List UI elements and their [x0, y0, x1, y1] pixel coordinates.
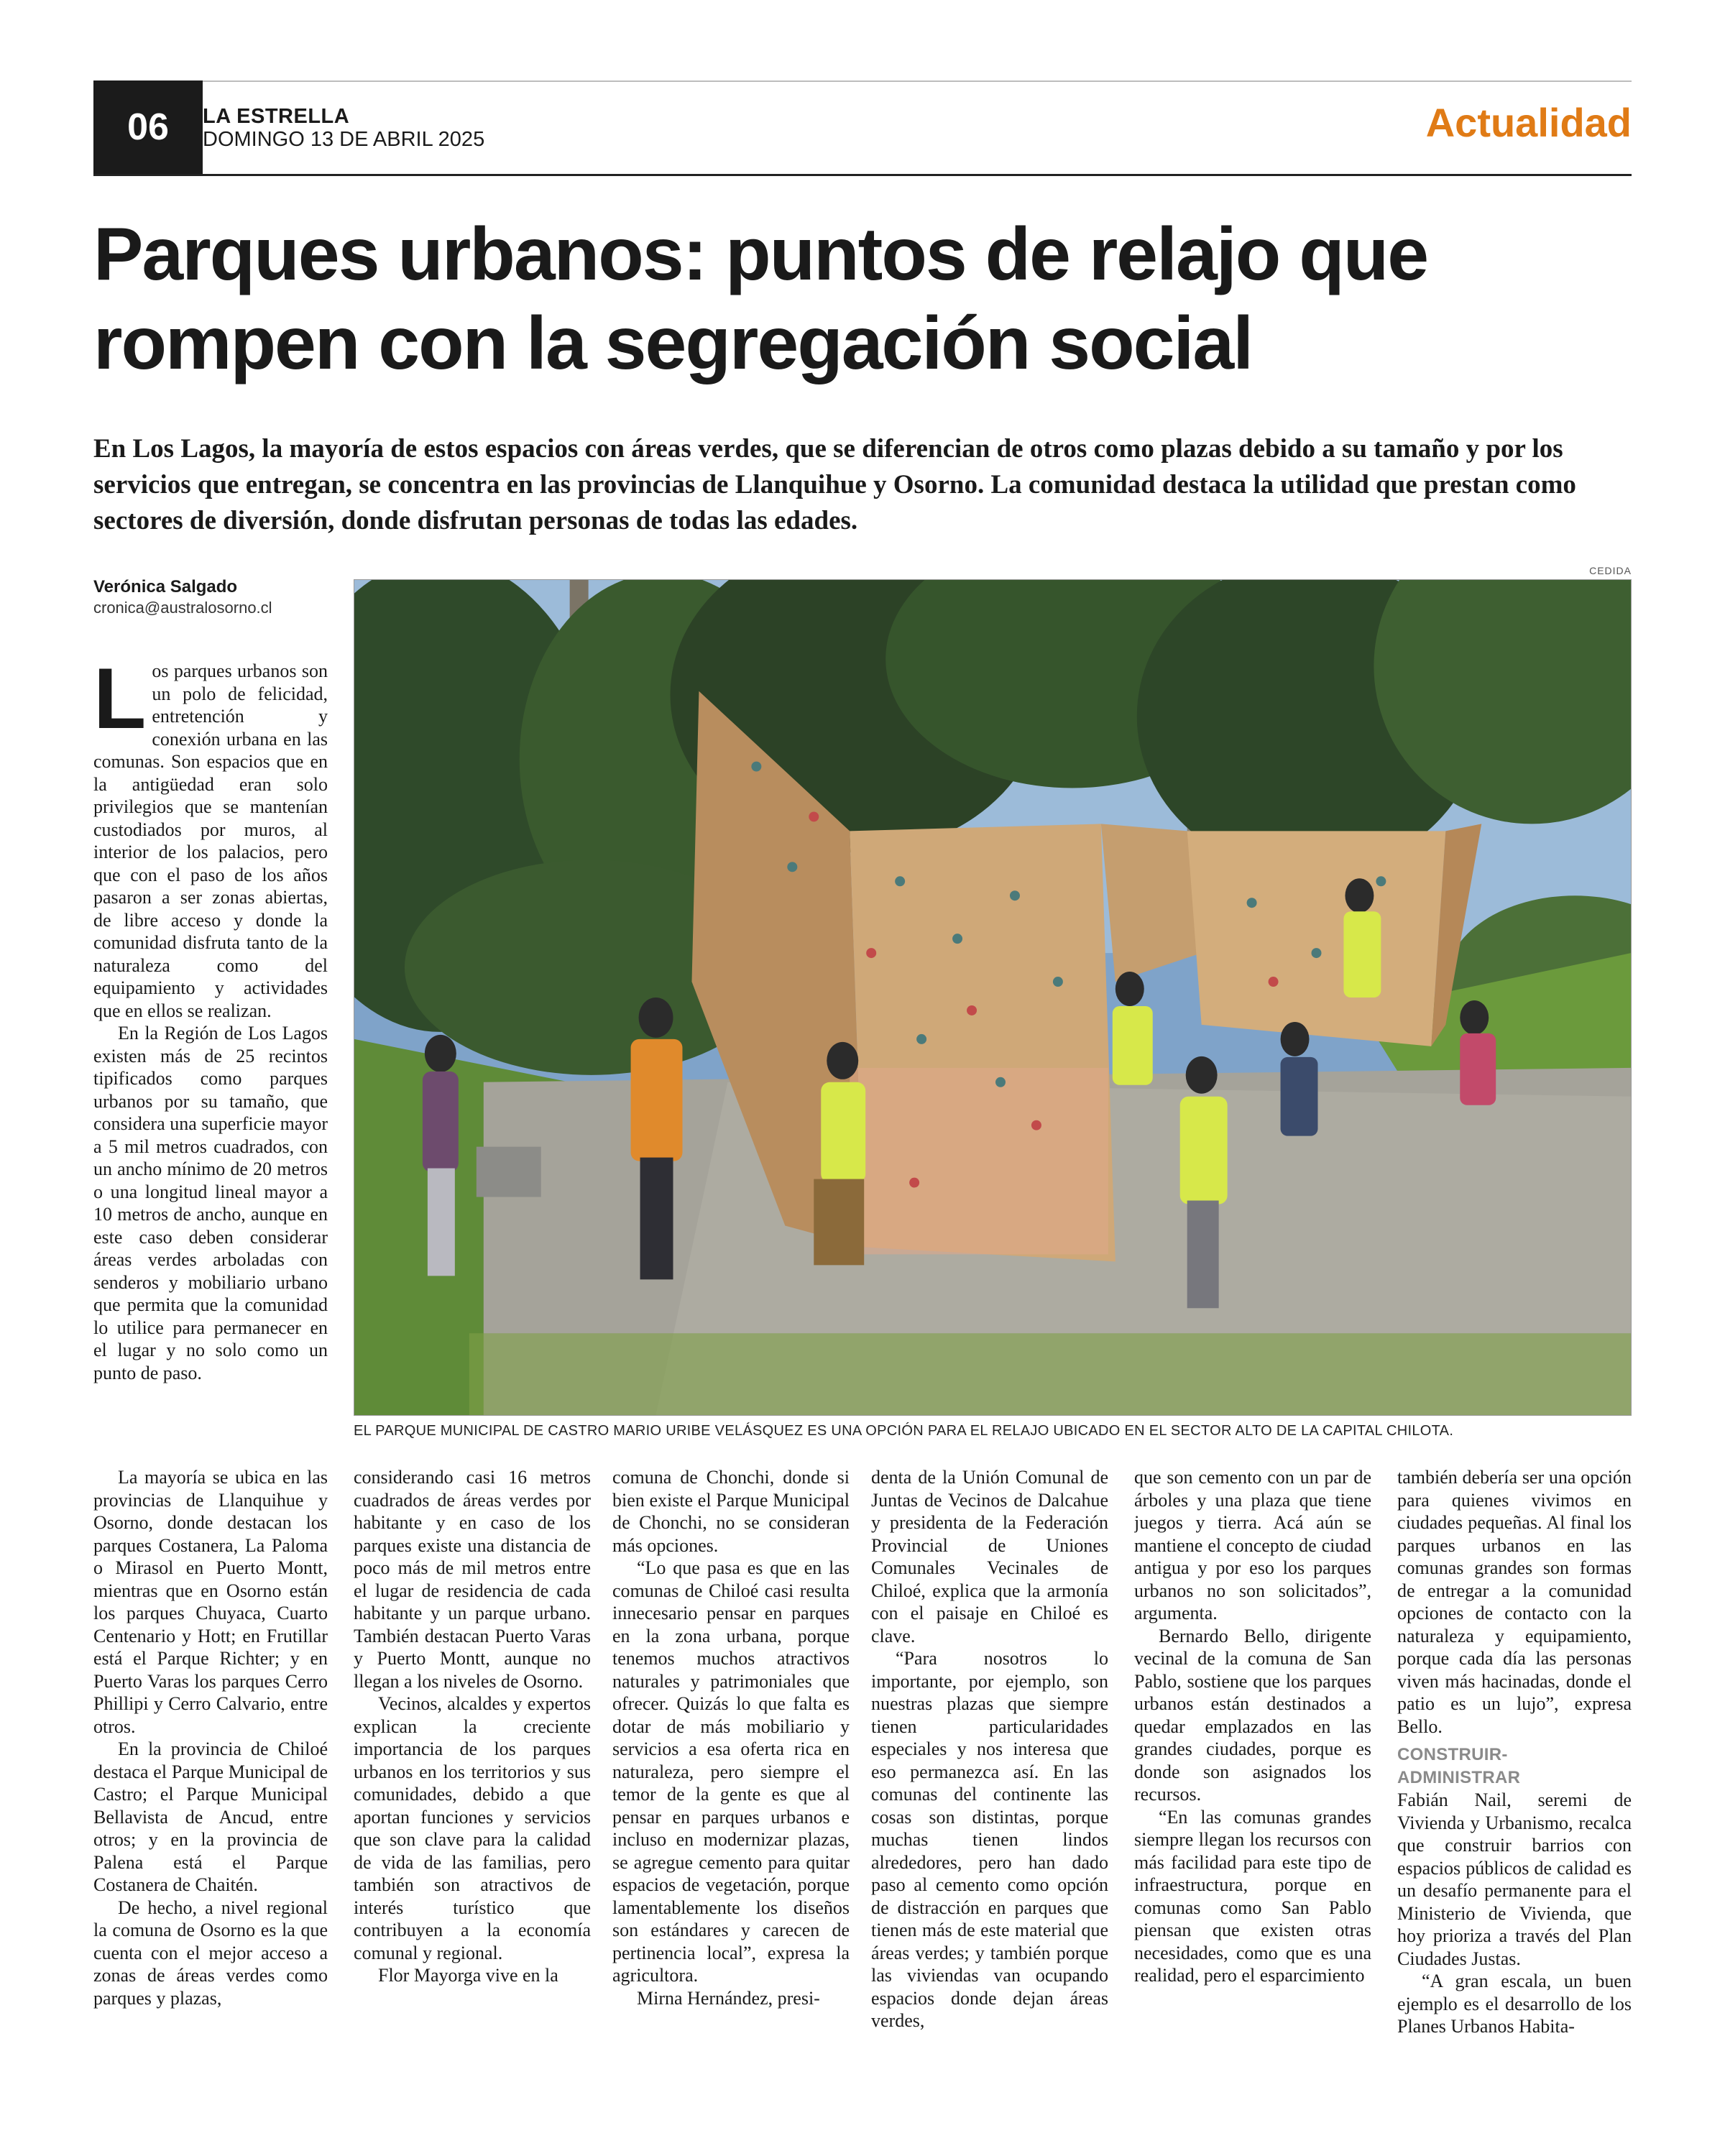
article-photo [354, 579, 1632, 1416]
paragraph: “A gran escala, un buen ejemplo es el desarrollo de los Planes Urbanos Habita- [1397, 1971, 1632, 2037]
paragraph: Bernardo Bello, dirigente vecinal de la comuna de San Pablo, sostiene que los parques urbanos están destinados a quedar emplazados en las grandes ciudades, porque es donde son asignados los recursos. [1134, 1625, 1371, 1805]
author-name: Verónica Salgado [93, 577, 238, 596]
body-column-1-top [93, 660, 328, 1466]
paragraph: Los parques urbanos son un polo de felicidad, entretención y conexión urbana en las comunas. Son espacios que en la antigüedad eran solo privilegios que se mantenían custodiados por muros, al interior de los palacios, pero que con el paso de los años pasaron a ser zonas abiertas, de libre acceso y donde la comunidad disfruta tanto de la naturaleza como del equipamiento y actividades que en ellos se realizan. [93, 660, 328, 1021]
paragraph: considerando casi 16 metros cuadrados de áreas verdes por habitante y en caso de los parques existe una distancia de poco más de mil metros entre el lugar de residencia de cada habitante y un parque urbano. También destacan Puerto Varas y Puerto Montt, aunque no llegan a los niveles de Osorno. [354, 1467, 591, 1692]
body-column-2 [354, 1466, 591, 2103]
paragraph: también debería ser una opción para quienes vivimos en ciudades pequeñas. Al final los parques urbanos en las comunas grandes son formas de entregar a la comunidad opciones de contacto con la naturaleza y equipamiento, porque cada día las personas viven más hacinadas, donde el patio es un lujo”, expresa Bello. [1397, 1467, 1632, 1737]
paragraph: “En las comunas grandes siempre llegan los recursos con más facilidad para este tipo de infraestructura, porque en comunas como San Pablo piensan que existen otras necesidades, como que es una realidad, pero el esparcimiento [1134, 1806, 1371, 1986]
publication-date: DOMINGO 13 DE ABRIL 2025 [203, 128, 485, 151]
paragraph: “Para nosotros lo importante, por ejemplo, son nuestras plazas que siempre tienen particularidades especiales y nos interesa que eso permanezca así. En las comunas del continente las cosas son distintas, porque muchas tienen lindos alrededores, pero han dado paso al cemento como opción de distracción en parques que tienen más de este material que áreas verdes; y también porque las viviendas van ocupando espacios donde dejan áreas verdes, [871, 1648, 1108, 2031]
paragraph: De hecho, a nivel regional la comuna de Osorno es la que cuenta con el mejor acceso a zonas de áreas verdes como parques y plazas, [93, 1897, 328, 2009]
page-number: 06 [93, 80, 203, 174]
headline [93, 210, 1639, 388]
paragraph: Mirna Hernández, presi- [637, 1987, 820, 2009]
body-column-6 [1397, 1466, 1632, 2103]
paragraph: denta de la Unión Comunal de Juntas de Vecinos de Dalcahue y presidenta de la Federación Provincial de Uniones Comunales Vecinales de Chiloé, explica que la armonía con el paisaje en Chiloé es clave. [871, 1467, 1108, 1646]
paragraph: “Lo que pasa es que en las comunas de Chiloé casi resulta innecesario pensar en parques en la zona urbana, porque tenemos muchos atractivos naturales y patrimoniales que ofrecer. Quizás lo que falta es dotar de más mobiliario y servicios a esa oferta rica en naturaleza, pero siempre el temor de la gente es que al pensar en parques urbanos e incluso en modernizar plazas, se agregue cemento para quitar espacios de vegetación, porque lamentablemente los diseños son estándares y carecen de pertinencia local”, expresa la agricultora. [612, 1557, 850, 1986]
publication-name: LA ESTRELLA [203, 105, 350, 128]
header-rule [93, 174, 1632, 176]
top-rule [93, 80, 1632, 82]
body-column-5 [1134, 1466, 1371, 2103]
photo-caption: EL PARQUE MUNICIPAL DE CASTRO MARIO URIBE VELÁSQUEZ ES UNA OPCIÓN PARA EL RELAJO UBICADO EN EL SECTOR ALTO DE LA CAPITAL CHILOTA. [354, 1423, 1454, 1439]
paragraph: que son cemento con un par de árboles y una plaza que tiene juegos y tierra. Acá aún se mantiene el concepto de ciudad antigua y por eso los parques urbanos no son solicitados”, argumenta. [1134, 1467, 1371, 1623]
paragraph: En la Región de Los Lagos existen más de 25 recintos tipificados como parques urbanos por su tamaño, que considera una superficie mayor a 5 mil metros cuadrados, con un ancho mínimo de 20 metros o una longitud lineal mayor a 10 metros de ancho, aunque en este caso deben considerar áreas verdes arboladas con senderos y mobiliario urbano que permita que la comunidad lo utilice para permanecer en el lugar y no solo como un punto de paso. [93, 1023, 328, 1383]
headline-line-1: Parques urbanos: puntos de relajo que [93, 213, 1428, 296]
headline-line-2: rompen con la segregación social [93, 302, 1253, 385]
section-label: Actualidad [1425, 100, 1632, 145]
body-column-1-bottom [93, 1466, 328, 2103]
paragraph: Vecinos, alcaldes y expertos explican la creciente importancia de los parques urbanos en los territorios y sus comunidades, debido a que aportan funciones y servicios que son clave para la calidad de vida de las familias, pero también son atractivos de interés turístico que contribuyen a la economía comunal y regional. [354, 1693, 591, 1963]
drop-cap: L [93, 660, 147, 747]
paragraph: comuna de Chonchi, donde si bien existe el Parque Municipal de Chonchi, no se consideran más opciones. [612, 1467, 850, 1556]
climbing-wall-photo [354, 580, 1631, 1415]
author-email: cronica@australosorno.cl [93, 599, 272, 617]
lead-paragraph: En Los Lagos, la mayoría de estos espacios con áreas verdes, que se diferencian de otros como plazas debido a su tamaño y por los servicios que entregan, se concentra en las provincias de Llanquihue y Osorno. La comunidad destaca la utilidad que prestan como sectores de diversión, donde disfrutan personas de todas las edades. [93, 434, 1576, 535]
body-column-3 [612, 1466, 850, 2103]
masthead [203, 105, 484, 151]
body-column-4 [871, 1466, 1108, 2103]
paragraph: La mayoría se ubica en las provincias de Llanquihue y Osorno, donde destacan los parques Costanera, La Paloma o Mirasol en Puerto Montt, mientras que en Osorno están los parques Chuyaca, Cuarto Centenario y Hott; en Frutillar está el Parque Richter; y en Puerto Varas los parques Cerro Phillipi y Cerro Calvario, entre otros. [93, 1467, 328, 1737]
byline [93, 576, 272, 618]
subheading: CONSTRUIR- ADMINISTRAR [1397, 1745, 1521, 1787]
paragraph: En la provincia de Chiloé destaca el Parque Municipal de Castro; el Parque Municipal Bellavista de Ancud, entre otros; y en la provincia de Palena está el Parque Costanera de Chaitén. [93, 1738, 328, 1895]
paragraph: Flor Mayorga vive en la [378, 1965, 558, 1986]
photo-credit: CEDIDA [1589, 565, 1632, 576]
paragraph: Fabián Nail, seremi de Vivienda y Urbanismo, recalca que construir barrios con espacios públicos de calidad es un desafío permanente para el Ministerio de Vivienda, que hoy prioriza a través del Plan Ciudades Justas. [1397, 1789, 1632, 1969]
